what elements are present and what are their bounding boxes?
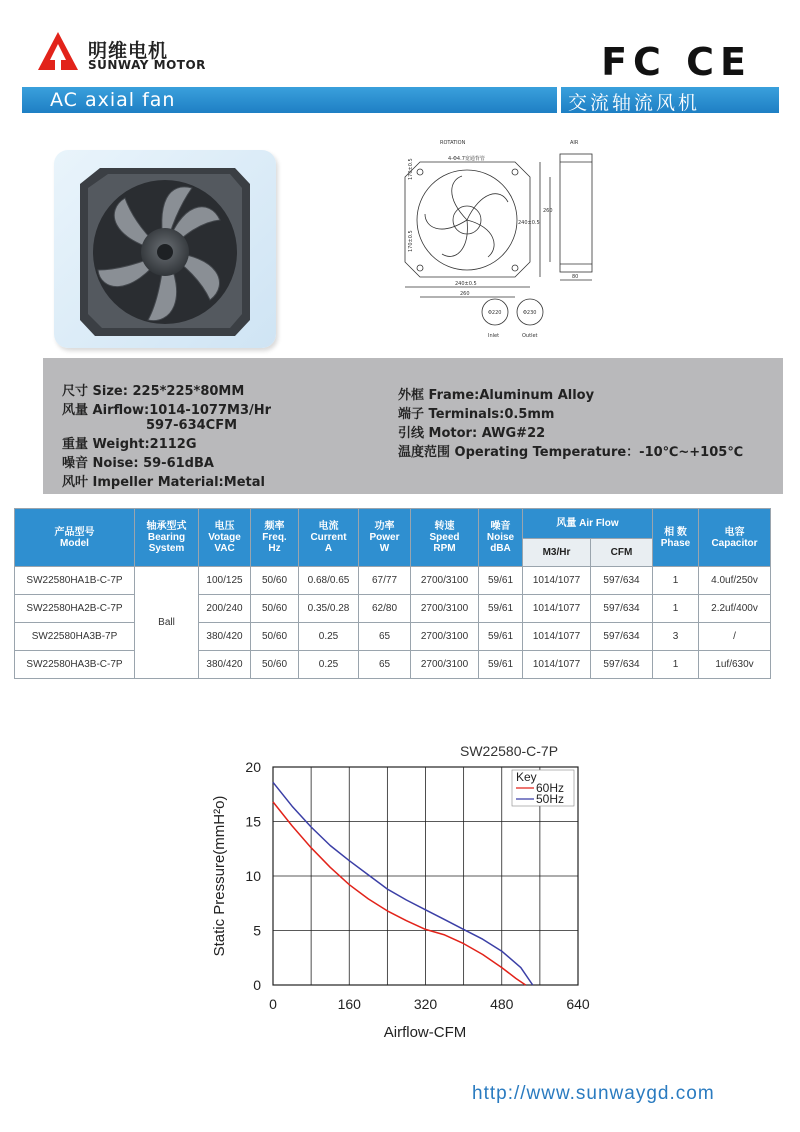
fan-photo xyxy=(70,160,260,340)
header-noise: 噪音 Noise dBA xyxy=(479,509,523,567)
cell-voltage: 380/420 xyxy=(199,623,251,651)
cell-m3hr: 1014/1077 xyxy=(523,567,591,595)
brand-name-cn: 明维电机 xyxy=(88,40,169,62)
spec-left-column xyxy=(62,380,271,490)
x-tick-label: 320 xyxy=(413,996,438,1012)
cell-current: 0.25 xyxy=(299,651,359,679)
x-axis-label: Airflow-CFM xyxy=(383,1024,467,1041)
label-outlet: Outlet xyxy=(522,333,538,339)
table-row xyxy=(15,567,771,595)
cell-freq: 50/60 xyxy=(251,567,299,595)
cell-current: 0.68/0.65 xyxy=(299,567,359,595)
cell-phase: 1 xyxy=(653,595,699,623)
header-bearing: 轴承型式 Bearing System xyxy=(135,509,199,567)
cell-voltage: 200/240 xyxy=(199,595,251,623)
table-row xyxy=(15,595,771,623)
y-tick-label: 10 xyxy=(245,868,261,884)
chart-title: SW22580-C-7P xyxy=(460,743,559,759)
label-dim-left1: 170±0.5 xyxy=(408,158,414,180)
spec-motor: 引线 Motor: AWG#22 xyxy=(398,426,546,441)
cell-power: 67/77 xyxy=(359,567,411,595)
label-dim-left2: 170±0.5 xyxy=(408,230,414,252)
header-power: 功率 Power W xyxy=(359,509,411,567)
header-cfm: CFM xyxy=(591,539,653,567)
y-tick-label: 20 xyxy=(245,759,261,775)
cell-phase: 1 xyxy=(653,651,699,679)
page-title-cn: 交流轴流风机 xyxy=(568,92,701,114)
cell-speed: 2700/3100 xyxy=(411,623,479,651)
header-current: 电流 Current A xyxy=(299,509,359,567)
header-speed: 转速 Speed RPM xyxy=(411,509,479,567)
brand-name-en: SUNWAY MOTOR xyxy=(88,58,206,72)
cell-m3hr: 1014/1077 xyxy=(523,651,591,679)
cell-model: SW22580HA3B-C-7P xyxy=(15,651,135,679)
cell-capacitor: 1uf/630v xyxy=(699,651,771,679)
cell-power: 62/80 xyxy=(359,595,411,623)
cell-phase: 1 xyxy=(653,567,699,595)
table-row xyxy=(15,651,771,679)
label-rotation: ROTATION xyxy=(440,140,466,146)
cell-model: SW22580HA2B-C-7P xyxy=(15,595,135,623)
legend-title: Key xyxy=(516,770,537,784)
spec-table xyxy=(14,508,771,679)
cell-cfm: 597/634 xyxy=(591,595,653,623)
cell-power: 65 xyxy=(359,651,411,679)
cell-cfm: 597/634 xyxy=(591,651,653,679)
x-tick-label: 480 xyxy=(490,996,514,1012)
x-tick-label: 160 xyxy=(337,996,361,1012)
cell-power: 65 xyxy=(359,623,411,651)
spec-right-column xyxy=(398,384,743,460)
cell-phase: 3 xyxy=(653,623,699,651)
header-airflow: 风量 Air Flow xyxy=(523,509,653,539)
legend-label: 50Hz xyxy=(536,792,565,806)
cell-m3hr: 1014/1077 xyxy=(523,623,591,651)
cell-speed: 2700/3100 xyxy=(411,595,479,623)
legend xyxy=(512,770,574,806)
spec-airflow: 风量 Airflow:1014-1077M3/Hr xyxy=(62,403,272,418)
header-m3hr: M3/Hr xyxy=(523,539,591,567)
spec-size: 尺寸 Size: 225*225*80MM xyxy=(62,384,245,399)
label-dim-right2: 260 xyxy=(543,208,553,214)
cell-model: SW22580HA1B-C-7P xyxy=(15,567,135,595)
header-model: 产品型号 Model xyxy=(15,509,135,567)
pressure-airflow-chart xyxy=(190,730,610,1050)
label-dim-bottom2: 260 xyxy=(460,291,470,297)
cell-speed: 2700/3100 xyxy=(411,567,479,595)
cell-cfm: 597/634 xyxy=(591,623,653,651)
page-title-en: AC axial fan xyxy=(50,89,176,111)
cell-speed: 2700/3100 xyxy=(411,651,479,679)
cell-capacitor: / xyxy=(699,623,771,651)
cell-bearing: Ball xyxy=(135,567,199,679)
label-air: AIR xyxy=(570,140,579,146)
legend-label: 60Hz xyxy=(536,781,565,795)
cell-current: 0.25 xyxy=(299,623,359,651)
cell-noise: 59/61 xyxy=(479,623,523,651)
header-capacitor: 电容 Capacitor xyxy=(699,509,771,567)
certification-marks: FC CE xyxy=(601,40,752,84)
label-holes: 4-Φ4.7宽通背管 xyxy=(448,156,485,162)
cell-current: 0.35/0.28 xyxy=(299,595,359,623)
spec-impeller: 风叶 Impeller Material:Metal xyxy=(62,475,265,490)
label-inlet-dia: Φ220 xyxy=(488,310,502,316)
label-dim-right1: 240±0.5 xyxy=(518,220,540,226)
cell-voltage: 100/125 xyxy=(199,567,251,595)
cell-voltage: 380/420 xyxy=(199,651,251,679)
spec-airflow-cfm: 597-634CFM xyxy=(146,418,238,433)
y-tick-label: 0 xyxy=(253,977,261,993)
cell-noise: 59/61 xyxy=(479,567,523,595)
website-link[interactable]: http://www.sunwaygd.com xyxy=(472,1083,715,1104)
spec-weight: 重量 Weight:2112G xyxy=(62,437,197,452)
logo-icon xyxy=(38,32,78,70)
cell-freq: 50/60 xyxy=(251,623,299,651)
y-axis-label: Static Pressure(mmH²o) xyxy=(211,795,228,957)
y-tick-label: 5 xyxy=(253,922,261,939)
cell-noise: 59/61 xyxy=(479,595,523,623)
label-inlet: Inlet xyxy=(488,333,500,339)
x-tick-label: 640 xyxy=(566,996,590,1012)
cell-capacitor: 2.2uf/400v xyxy=(699,595,771,623)
cell-freq: 50/60 xyxy=(251,595,299,623)
header-phase: 相 数 Phase xyxy=(653,509,699,567)
spec-noise: 噪音 Noise: 59-61dBA xyxy=(62,456,214,471)
header-freq: 频率 Freq. Hz xyxy=(251,509,299,567)
label-dim-depth: 80 xyxy=(572,274,579,280)
series-line-50Hz xyxy=(273,782,533,985)
label-dim-bottom1: 240±0.5 xyxy=(455,281,477,287)
cell-cfm: 597/634 xyxy=(591,567,653,595)
label-outlet-dia: Φ230 xyxy=(523,310,537,316)
spec-temperature: 温度范围 Operating Temperature：-10℃~+105℃ xyxy=(398,445,744,460)
spec-terminals: 端子 Terminals:0.5mm xyxy=(398,407,555,422)
x-tick-label: 0 xyxy=(269,996,277,1012)
table-row xyxy=(15,623,771,651)
cell-freq: 50/60 xyxy=(251,651,299,679)
technical-drawing xyxy=(400,132,610,347)
cell-noise: 59/61 xyxy=(479,651,523,679)
cell-capacitor: 4.0uf/250v xyxy=(699,567,771,595)
cell-m3hr: 1014/1077 xyxy=(523,595,591,623)
cell-model: SW22580HA3B-7P xyxy=(15,623,135,651)
spec-frame: 外框 Frame:Aluminum Alloy xyxy=(398,388,595,403)
y-tick-label: 15 xyxy=(245,813,261,830)
header-voltage: 电压 Votage VAC xyxy=(199,509,251,567)
